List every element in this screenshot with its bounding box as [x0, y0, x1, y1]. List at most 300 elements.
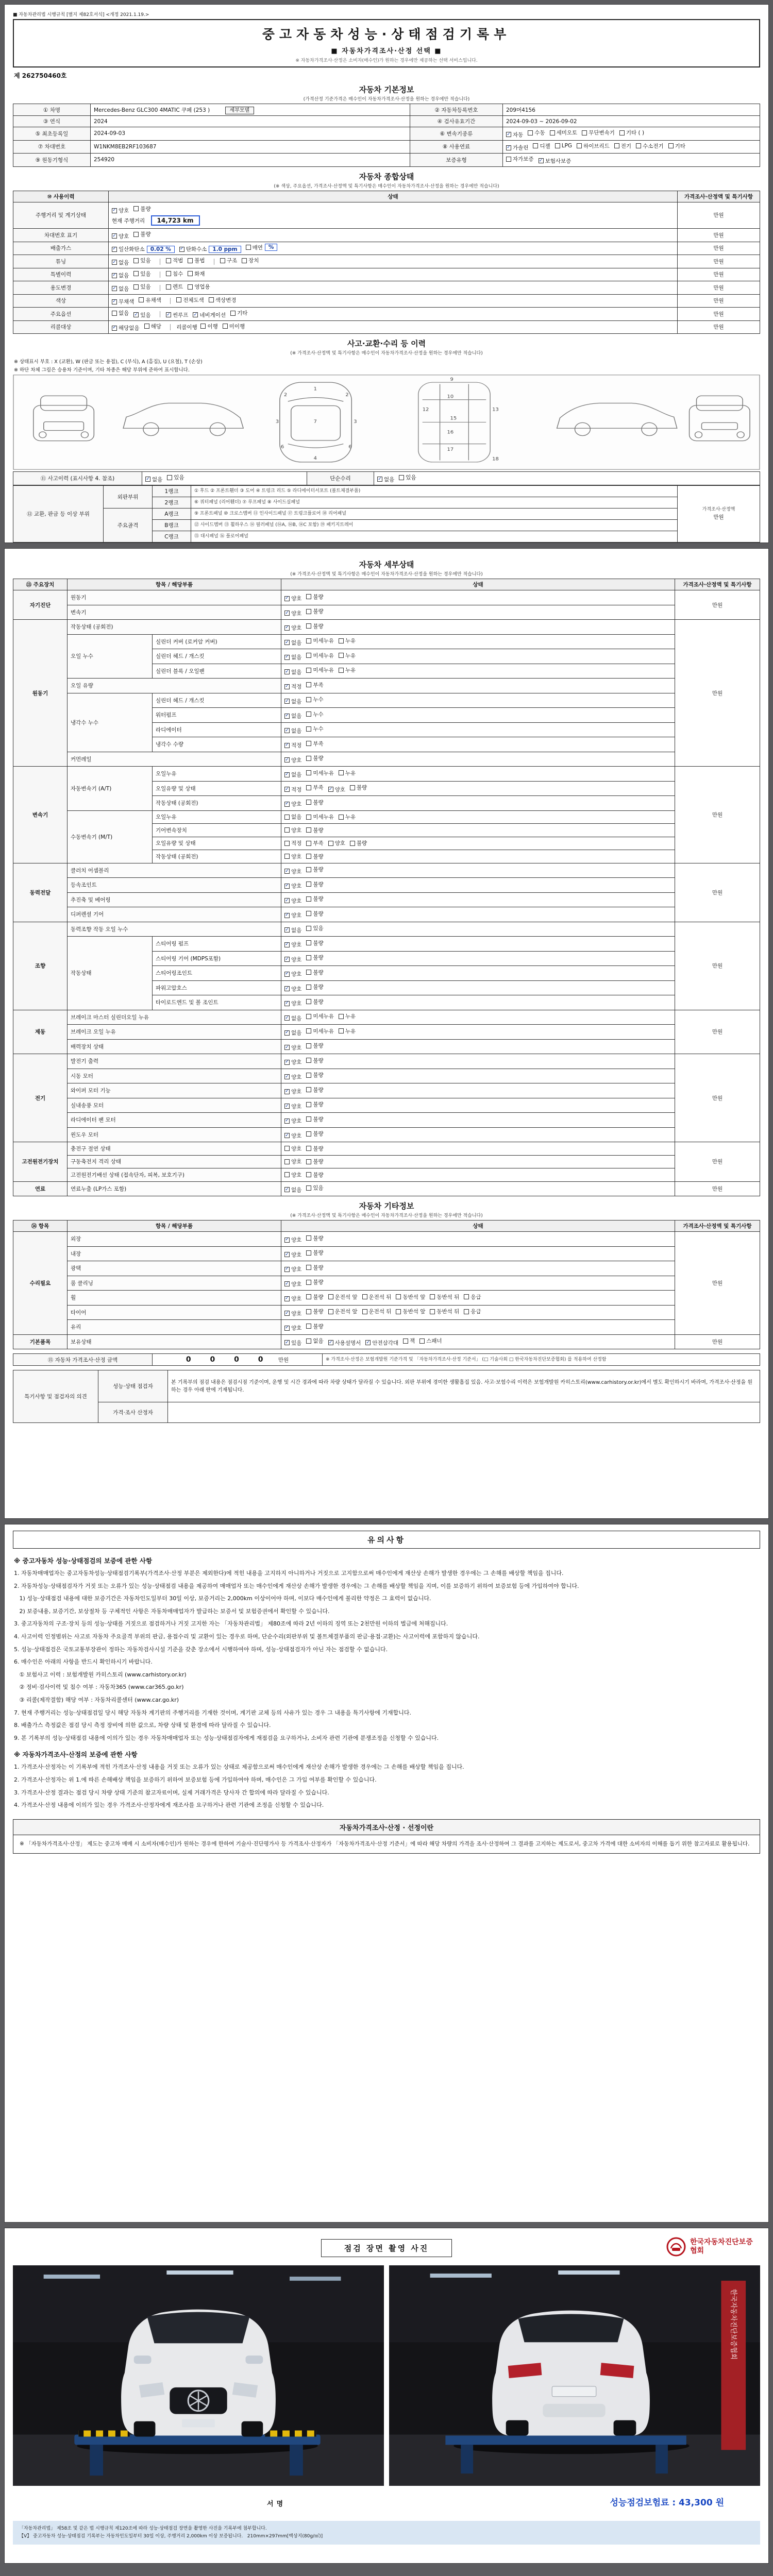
- page-title: 중고자동차성능·상태점검기록부: [262, 27, 511, 42]
- checkbox-box: ✓: [285, 1132, 289, 1138]
- checkbox-box: ✓: [285, 1281, 289, 1286]
- checkbox-불량[interactable]: [306, 1158, 323, 1165]
- checkbox-불량[interactable]: [306, 1234, 323, 1242]
- checkbox-운전석 뒤[interactable]: [362, 1308, 392, 1315]
- checkbox-label: 양호: [291, 1132, 302, 1139]
- checkbox-하이브리드[interactable]: [577, 142, 610, 150]
- checkbox-양호[interactable]: [284, 897, 301, 905]
- checkbox-label: 보험사보증: [545, 158, 572, 164]
- checkbox-불량[interactable]: [306, 593, 323, 601]
- checkbox-누유[interactable]: [339, 652, 356, 659]
- checkbox-box: [306, 1159, 311, 1164]
- checkbox-해당없음[interactable]: [112, 324, 140, 332]
- checkbox-누유[interactable]: [339, 1012, 356, 1020]
- checkbox-불량[interactable]: [306, 1264, 323, 1272]
- checkbox-전기[interactable]: [614, 142, 631, 150]
- photo-row: [13, 2265, 760, 2486]
- checkbox-누유[interactable]: [339, 666, 356, 674]
- checkbox-세미오토[interactable]: [550, 129, 578, 137]
- price-unit: 만원: [278, 1357, 289, 1363]
- checkbox-없음[interactable]: [284, 712, 301, 720]
- checkbox-미세누유[interactable]: [306, 666, 334, 674]
- checkbox-box: ✓: [285, 1089, 289, 1094]
- checkbox-양호[interactable]: [284, 1171, 301, 1179]
- checkbox-box: [306, 1265, 311, 1270]
- checkbox-없음[interactable]: [112, 285, 129, 293]
- list-item: 5. 성능·상태점검은 국토교통부장관이 정하는 자동차검사시설 기준을 갖춘 장소에서 시행하여야 하며, 성능·상태점검자가 아닌 자는 점검할 수 없습니다.: [14, 1646, 388, 1653]
- checkbox-불량[interactable]: [306, 1278, 323, 1286]
- state-cell: [281, 892, 675, 907]
- checkbox-없음[interactable]: [284, 653, 301, 661]
- checkbox-있음[interactable]: [133, 257, 150, 264]
- checkbox-불량[interactable]: [350, 784, 367, 791]
- vehicle-diagrams: [13, 375, 760, 470]
- checkbox-미세누유[interactable]: [306, 652, 334, 659]
- rankC-label: C랭크: [153, 531, 191, 542]
- checkbox-동반석 뒤[interactable]: [430, 1308, 459, 1315]
- checkbox-전체도색[interactable]: [176, 296, 204, 304]
- checkbox-label: 양호: [291, 827, 302, 834]
- checkbox-불량[interactable]: [306, 983, 323, 991]
- checkbox-label: 있음: [313, 1185, 324, 1191]
- checkbox-양호[interactable]: [284, 1044, 301, 1052]
- checkbox-불량[interactable]: [306, 954, 323, 961]
- checkbox-box: [533, 143, 538, 148]
- checkbox-불량[interactable]: [306, 826, 323, 834]
- checkbox-장치[interactable]: [242, 257, 259, 264]
- column-header-use-history: ⑩ 사용이력: [13, 191, 109, 202]
- checkbox-미세누유[interactable]: [306, 1012, 334, 1020]
- price-cell: 만원: [675, 922, 760, 1010]
- checkbox-양호[interactable]: [284, 1088, 301, 1095]
- checkbox-label: 있음: [140, 284, 151, 290]
- checkbox-label: 불량: [313, 867, 324, 873]
- checkbox-없음[interactable]: [284, 1014, 301, 1022]
- checkbox-양호[interactable]: [284, 800, 301, 808]
- checkbox-미세누유[interactable]: [306, 1027, 334, 1035]
- state-cell: [281, 1010, 675, 1025]
- checkbox-box: ✓: [112, 325, 116, 330]
- checkbox-box: ✓: [134, 312, 139, 317]
- checkbox-box: [430, 1294, 435, 1299]
- checkbox-불량[interactable]: [306, 895, 323, 903]
- checkbox-label: 수동: [534, 130, 545, 136]
- checkbox-양호[interactable]: [284, 1265, 301, 1273]
- checkbox-화재[interactable]: [188, 270, 205, 278]
- checkbox-양호[interactable]: [284, 1310, 301, 1317]
- checkbox-불법[interactable]: [188, 257, 205, 264]
- sub-item-cell: 작동상태 (공회전): [153, 796, 281, 811]
- checkbox-불량[interactable]: [306, 1130, 323, 1138]
- checkbox-부족[interactable]: [306, 681, 323, 689]
- accident-history-checks: [142, 472, 307, 485]
- document-number: 제 262750460호: [14, 72, 67, 79]
- checkbox-침수[interactable]: [166, 270, 183, 278]
- checkbox-동반석 뒤[interactable]: [430, 1293, 459, 1301]
- checkbox-운전석 뒤[interactable]: [362, 1293, 392, 1301]
- item-cell: 발전기 출력: [68, 1054, 281, 1069]
- checkbox-box: [284, 854, 290, 859]
- checkbox-불량[interactable]: [350, 839, 367, 847]
- checkbox-box: ✓: [112, 285, 116, 291]
- state-cell: [281, 1083, 675, 1098]
- checkbox-불량[interactable]: [306, 866, 323, 873]
- checkbox-불량[interactable]: [306, 1042, 323, 1049]
- list-item: 9. 본 기록부의 성능·상태점검 내용에 이의가 있는 경우 자동차매매업자 또는 성능·상태점검자에게 재점검을 요구하거나, 소비자 관련 기관에 분쟁조정을 신청할 수 있습니다.: [14, 1734, 439, 1741]
- checkbox-label: 불량: [313, 1279, 324, 1285]
- checkbox-잭[interactable]: [403, 1337, 415, 1345]
- checkbox-box: ✓: [285, 684, 289, 689]
- checkbox-label: 양호: [291, 1296, 302, 1302]
- sub-item-cell: 파워고압호스: [153, 980, 281, 995]
- checkbox-box: [636, 143, 641, 148]
- tuning-checks-b: [166, 259, 210, 265]
- checkbox-box: [284, 827, 290, 833]
- item-cell: 오일 누수: [68, 634, 153, 679]
- checkbox-응급[interactable]: [464, 1308, 481, 1315]
- checkbox-불량[interactable]: [306, 910, 323, 918]
- checkbox-box: ✓: [112, 273, 116, 278]
- checkbox-적정[interactable]: [284, 741, 301, 749]
- checkbox-미이행[interactable]: [223, 323, 245, 330]
- checkbox-불량[interactable]: [306, 1071, 323, 1079]
- checkbox-없음[interactable]: [284, 727, 301, 735]
- list-item: 4. 가격조사·산정 내용에 이의가 있는 경우 가격조사·산정자에게 재조사를 요구하거나 관련 기관에 조정을 신청할 수 있습니다.: [14, 1802, 324, 1809]
- list-item: 4. 사고이력 인정범위는 사고로 자동차 주요골격 부위의 판금, 용접수리 및 교환이 있는 경우로 하며, 단순수리(외판부위 및 볼트체결부품의 판금·용접·교환)는 사고이력에 포함하지 않습니다.: [14, 1633, 480, 1640]
- checkbox-이행[interactable]: [200, 323, 217, 330]
- device-cell: 연료: [13, 1181, 68, 1196]
- checkbox-부족[interactable]: [306, 839, 323, 847]
- checkbox-유채색[interactable]: [139, 296, 161, 304]
- rank2-label: 2랭크: [153, 497, 191, 508]
- checkbox-있음[interactable]: [167, 473, 184, 481]
- checkbox-양호[interactable]: [284, 970, 301, 978]
- checkbox-label: 양호: [291, 1089, 302, 1095]
- state-cell: [281, 605, 675, 620]
- recall-checks-b: [200, 324, 249, 330]
- checkbox-누수[interactable]: [306, 710, 323, 718]
- state-cell: [281, 863, 675, 878]
- checkbox-양호[interactable]: [284, 941, 301, 948]
- checkbox-누유[interactable]: [339, 1027, 356, 1035]
- checkbox-누수[interactable]: [306, 696, 323, 703]
- checkbox-없음[interactable]: [112, 272, 129, 279]
- checkbox-없음[interactable]: [377, 476, 394, 483]
- checkbox-양호[interactable]: [284, 826, 301, 834]
- checkbox-label: 가솔린: [513, 145, 529, 151]
- price-unit-cell: 만원: [678, 320, 760, 334]
- checkbox-네비게이션[interactable]: [193, 311, 226, 319]
- tuning-state-cell: [109, 255, 678, 268]
- checkbox-불량[interactable]: [306, 969, 323, 976]
- checkbox-양호[interactable]: [328, 839, 345, 847]
- checkbox-불량[interactable]: [306, 1249, 323, 1257]
- checkbox-불량[interactable]: [306, 607, 323, 615]
- list-item: ① 보험사고 이력 : 보험개발원 카히스토리 (www.carhistory.or.kr): [14, 1671, 187, 1678]
- opinion-inspector-text: 본 기록부의 점검 내용은 점검시점 기준이며, 운행 및 시간 경과에 따라 차량 상태가 달라질 수 있습니다. 외판 부위에 경미한 생활흠집 있음. 사고·보험수리 이력은 보험개발원 카히스토리(www.carhistory.or.kr)에서 별도 확인하시기 바라며, 가격조사·산정을 원하는 경우 아래 란에 기재됩니다.: [168, 1370, 760, 1402]
- checkbox-불량[interactable]: [306, 1057, 323, 1064]
- checkbox-label: 없음: [291, 698, 302, 705]
- checkbox-적정[interactable]: [284, 683, 301, 690]
- options-checks-b: [166, 311, 252, 317]
- checkbox-없음[interactable]: [284, 668, 301, 676]
- checkbox-양호[interactable]: [284, 1251, 301, 1259]
- checkbox-양호[interactable]: [284, 1132, 301, 1140]
- checkbox-적법[interactable]: [166, 257, 183, 264]
- checkbox-없음[interactable]: [284, 698, 301, 705]
- checkbox-기타[interactable]: [668, 142, 685, 150]
- checkbox-없음[interactable]: [306, 1337, 323, 1345]
- checkbox-적정[interactable]: [284, 839, 301, 847]
- checkbox-없음[interactable]: [284, 639, 301, 647]
- state-cell: [281, 1025, 675, 1040]
- checkbox-운전석 앞[interactable]: [328, 1308, 358, 1315]
- field-label-vin: ⑦ 차대번호: [13, 140, 91, 154]
- svg-text:7: 7: [313, 419, 317, 425]
- checkbox-있음[interactable]: [306, 1184, 323, 1192]
- checkbox-box: [306, 1338, 311, 1344]
- checkbox-box: [396, 1309, 401, 1314]
- checkbox-box: [176, 297, 181, 302]
- checkbox-양호[interactable]: [284, 1117, 301, 1125]
- checkbox-양호[interactable]: [284, 956, 301, 963]
- checkbox-있음[interactable]: [133, 311, 150, 319]
- detail-table-container: [13, 579, 760, 1196]
- checkbox-양호[interactable]: [284, 999, 301, 1007]
- checkbox-적정[interactable]: [284, 786, 301, 793]
- checkbox-미세누유[interactable]: [306, 769, 334, 777]
- checkbox-label: 운전석 뒤: [368, 1309, 392, 1315]
- checkbox-양호[interactable]: [284, 1073, 301, 1081]
- checkbox-불량[interactable]: [306, 853, 323, 860]
- checkbox-불량[interactable]: [306, 1100, 323, 1108]
- state-cell: [281, 824, 675, 837]
- checkbox-불량[interactable]: [306, 622, 323, 630]
- checkbox-썬루프[interactable]: [166, 311, 188, 319]
- checkbox-기타 ( )[interactable]: [619, 129, 644, 137]
- state-cell: [281, 1069, 675, 1083]
- checkbox-있음[interactable]: [306, 924, 323, 932]
- checkbox-양호[interactable]: [284, 1145, 301, 1153]
- checkbox-있음[interactable]: [399, 473, 416, 481]
- checkbox-영업용[interactable]: [188, 283, 210, 291]
- checkbox-해당[interactable]: [144, 323, 161, 330]
- checkbox-동반석 앞[interactable]: [396, 1308, 425, 1315]
- checkbox-없음[interactable]: [284, 926, 301, 934]
- checkbox-label: 양호: [291, 1237, 302, 1243]
- checkbox-무채색[interactable]: [112, 298, 134, 306]
- checkbox-label: 적정: [291, 742, 302, 749]
- checkbox-양호[interactable]: [284, 882, 301, 890]
- checkbox-색상변경[interactable]: [209, 296, 237, 304]
- column-header-state: 상태: [109, 191, 678, 202]
- checkbox-양호[interactable]: [284, 853, 301, 860]
- checkbox-있음[interactable]: [133, 283, 150, 291]
- checkbox-일산화탄소[interactable]: [112, 245, 175, 253]
- item-cell: 작동상태: [68, 937, 153, 1010]
- checkbox-label: 불량: [313, 1057, 324, 1064]
- checkbox-box: [328, 841, 333, 846]
- checkbox-box: ✓: [285, 883, 289, 888]
- list-item: ③ 리콜(제작결함) 해당 여부 : 자동차리콜센터 (www.car.go.kr): [14, 1696, 179, 1703]
- price-unit-cell: 만원: [678, 202, 760, 229]
- checkbox-불량[interactable]: [306, 799, 323, 806]
- checkbox-수동[interactable]: [528, 129, 545, 137]
- checkbox-box: [399, 475, 404, 480]
- checkbox-누유[interactable]: [339, 637, 356, 645]
- checkbox-기타[interactable]: [230, 309, 247, 317]
- checkbox-있음[interactable]: [133, 270, 150, 278]
- device-cell: 수리필요: [13, 1232, 68, 1335]
- checkbox-매연[interactable]: [246, 244, 278, 251]
- checkbox-box: [284, 1146, 290, 1151]
- checkbox-box: [306, 867, 311, 872]
- checkbox-양호[interactable]: [284, 624, 301, 632]
- checkbox-box: ✓: [285, 1237, 289, 1242]
- checkbox-없음[interactable]: [284, 813, 301, 821]
- checkbox-불량[interactable]: [306, 1171, 323, 1179]
- checkbox-미세누유[interactable]: [306, 637, 334, 645]
- checkbox-누유[interactable]: [339, 769, 356, 777]
- list-item: ② 정비·검사이력 및 침수 여부 : 자동차365 (www.car365.go.kr): [14, 1684, 184, 1691]
- checkbox-가솔린[interactable]: [506, 144, 528, 151]
- checkbox-box: ✓: [112, 208, 116, 213]
- checkbox-미세누유[interactable]: [306, 813, 334, 821]
- checkbox-누수[interactable]: [306, 725, 323, 733]
- rank1-parts: ① 후드 ② 프론트휀더 ③ 도어 ④ 트렁크 리드 ⑤ 라디에이터서포트 (볼트체결부품): [191, 485, 678, 497]
- checkbox-label: 렌트: [172, 284, 183, 290]
- checkbox-label: 없음: [119, 259, 129, 266]
- checkbox-불량[interactable]: [306, 1145, 323, 1153]
- checkbox-label: 응급: [470, 1309, 481, 1315]
- field-label-engine-type: ⑨ 원동기형식: [13, 154, 91, 167]
- checkbox-label: 미세누유: [313, 667, 334, 673]
- checkbox-응급[interactable]: [464, 1293, 481, 1301]
- checkbox-스패너[interactable]: [419, 1337, 442, 1345]
- checkbox-양호[interactable]: [284, 985, 301, 993]
- checkbox-양호[interactable]: [284, 1058, 301, 1066]
- checkbox-불량[interactable]: [306, 1293, 323, 1301]
- emission-checks: [109, 242, 678, 255]
- checkbox-불량[interactable]: [306, 880, 323, 888]
- checkbox-없음[interactable]: [145, 476, 162, 483]
- checkbox-안전삼각대[interactable]: [365, 1339, 398, 1347]
- state-cell: [281, 810, 675, 824]
- price-cell: 만원: [675, 1232, 760, 1335]
- checkbox-불량[interactable]: [306, 939, 323, 947]
- checkbox-무단변속기[interactable]: [582, 129, 615, 137]
- checkbox-누유[interactable]: [339, 813, 356, 821]
- checkbox-label: 불량: [313, 1116, 324, 1123]
- item-cell: 라디에이터 팬 모터: [68, 1113, 281, 1128]
- checkbox-렌트[interactable]: [166, 283, 183, 291]
- checkbox-양호[interactable]: [284, 868, 301, 875]
- checkbox-불량[interactable]: [306, 1086, 323, 1094]
- checkbox-양호[interactable]: [112, 207, 129, 214]
- checkbox-불량[interactable]: [306, 998, 323, 1006]
- checkbox-양호[interactable]: [284, 1280, 301, 1288]
- checkbox-양호[interactable]: [284, 1236, 301, 1244]
- checkbox-자가보증[interactable]: [506, 155, 534, 163]
- svg-text:17: 17: [447, 447, 454, 452]
- checkbox-보험사보증[interactable]: [539, 157, 572, 165]
- checkbox-양호[interactable]: [284, 1158, 301, 1165]
- inspection-period: 2024-09-03 ~ 2026-09-02: [503, 116, 760, 127]
- checkbox-자동[interactable]: [506, 131, 523, 139]
- checkbox-label: 기타: [237, 310, 248, 316]
- checkbox-없음[interactable]: [112, 259, 129, 266]
- checkbox-양호[interactable]: [112, 232, 129, 240]
- item-cell: 유리: [68, 1320, 281, 1335]
- checkbox-없음[interactable]: [284, 1029, 301, 1037]
- checkbox-양호[interactable]: [284, 756, 301, 764]
- checkbox-box: [188, 284, 193, 290]
- price-cell: 만원: [675, 1010, 760, 1054]
- checkbox-label: 사용설명서: [334, 1340, 361, 1346]
- checkbox-label: 영업용: [194, 284, 210, 290]
- checkbox-불량[interactable]: [133, 230, 150, 238]
- checkbox-box: [464, 1294, 469, 1299]
- checkbox-양호[interactable]: [284, 1295, 301, 1302]
- state-cell: [281, 907, 675, 922]
- checkbox-box: [362, 1294, 367, 1299]
- checkbox-있음[interactable]: [284, 1339, 301, 1347]
- checkbox-디젤[interactable]: [533, 142, 550, 150]
- checkbox-box: [339, 653, 344, 658]
- checkbox-수소전기[interactable]: [636, 142, 664, 150]
- checkbox-label: 양호: [291, 897, 302, 904]
- checkbox-label: 없음: [291, 927, 302, 934]
- checkbox-양호[interactable]: [284, 609, 301, 617]
- checkbox-불량[interactable]: [306, 754, 323, 762]
- checkbox-label: 누유: [345, 1028, 356, 1035]
- checkbox-동반석 앞[interactable]: [396, 1293, 425, 1301]
- checkbox-부족[interactable]: [306, 784, 323, 791]
- checkbox-label: 있음: [140, 312, 151, 318]
- state-cell: [281, 1142, 675, 1156]
- checkbox-사용설명서[interactable]: [328, 1339, 361, 1347]
- checkbox-양호[interactable]: [284, 1103, 301, 1110]
- price-cell: 만원: [675, 1054, 760, 1142]
- checkbox-없음[interactable]: [112, 309, 129, 317]
- checkbox-없음[interactable]: [284, 771, 301, 778]
- checkbox-불량[interactable]: [306, 1308, 323, 1315]
- sub-item-cell: 기어변속장치: [153, 824, 281, 837]
- checkbox-운전석 앞[interactable]: [328, 1293, 358, 1301]
- sub-item-cell: 냉각수 수량: [153, 737, 281, 752]
- checkbox-양호[interactable]: [284, 595, 301, 602]
- checkbox-box: [306, 682, 311, 687]
- checkbox-양호[interactable]: [328, 786, 345, 793]
- checkbox-label: 무단변속기: [589, 130, 615, 136]
- price-estimation-table: [13, 1353, 760, 1366]
- checkbox-불량[interactable]: [306, 1323, 323, 1330]
- checkbox-양호[interactable]: [284, 911, 301, 919]
- checkbox-양호[interactable]: [284, 1324, 301, 1332]
- field-label-fuel: ⑧ 사용연료: [410, 140, 503, 154]
- checkbox-탄화수소[interactable]: [179, 245, 241, 253]
- checkbox-LPG[interactable]: [555, 143, 572, 149]
- notice-list: [13, 1569, 760, 1742]
- rank2-parts: ⑥ 쿼터패널 (리어휀더) ⑦ 루프패널 ⑧ 사이드실패널: [191, 497, 678, 508]
- checkbox-없음[interactable]: [284, 1186, 301, 1194]
- checkbox-부족[interactable]: [306, 740, 323, 748]
- checkbox-불량[interactable]: [306, 1115, 323, 1123]
- checkbox-box: [430, 1309, 435, 1314]
- checkbox-불량[interactable]: [133, 205, 150, 213]
- checkbox-box: [166, 271, 171, 276]
- checkbox-구조[interactable]: [220, 257, 237, 264]
